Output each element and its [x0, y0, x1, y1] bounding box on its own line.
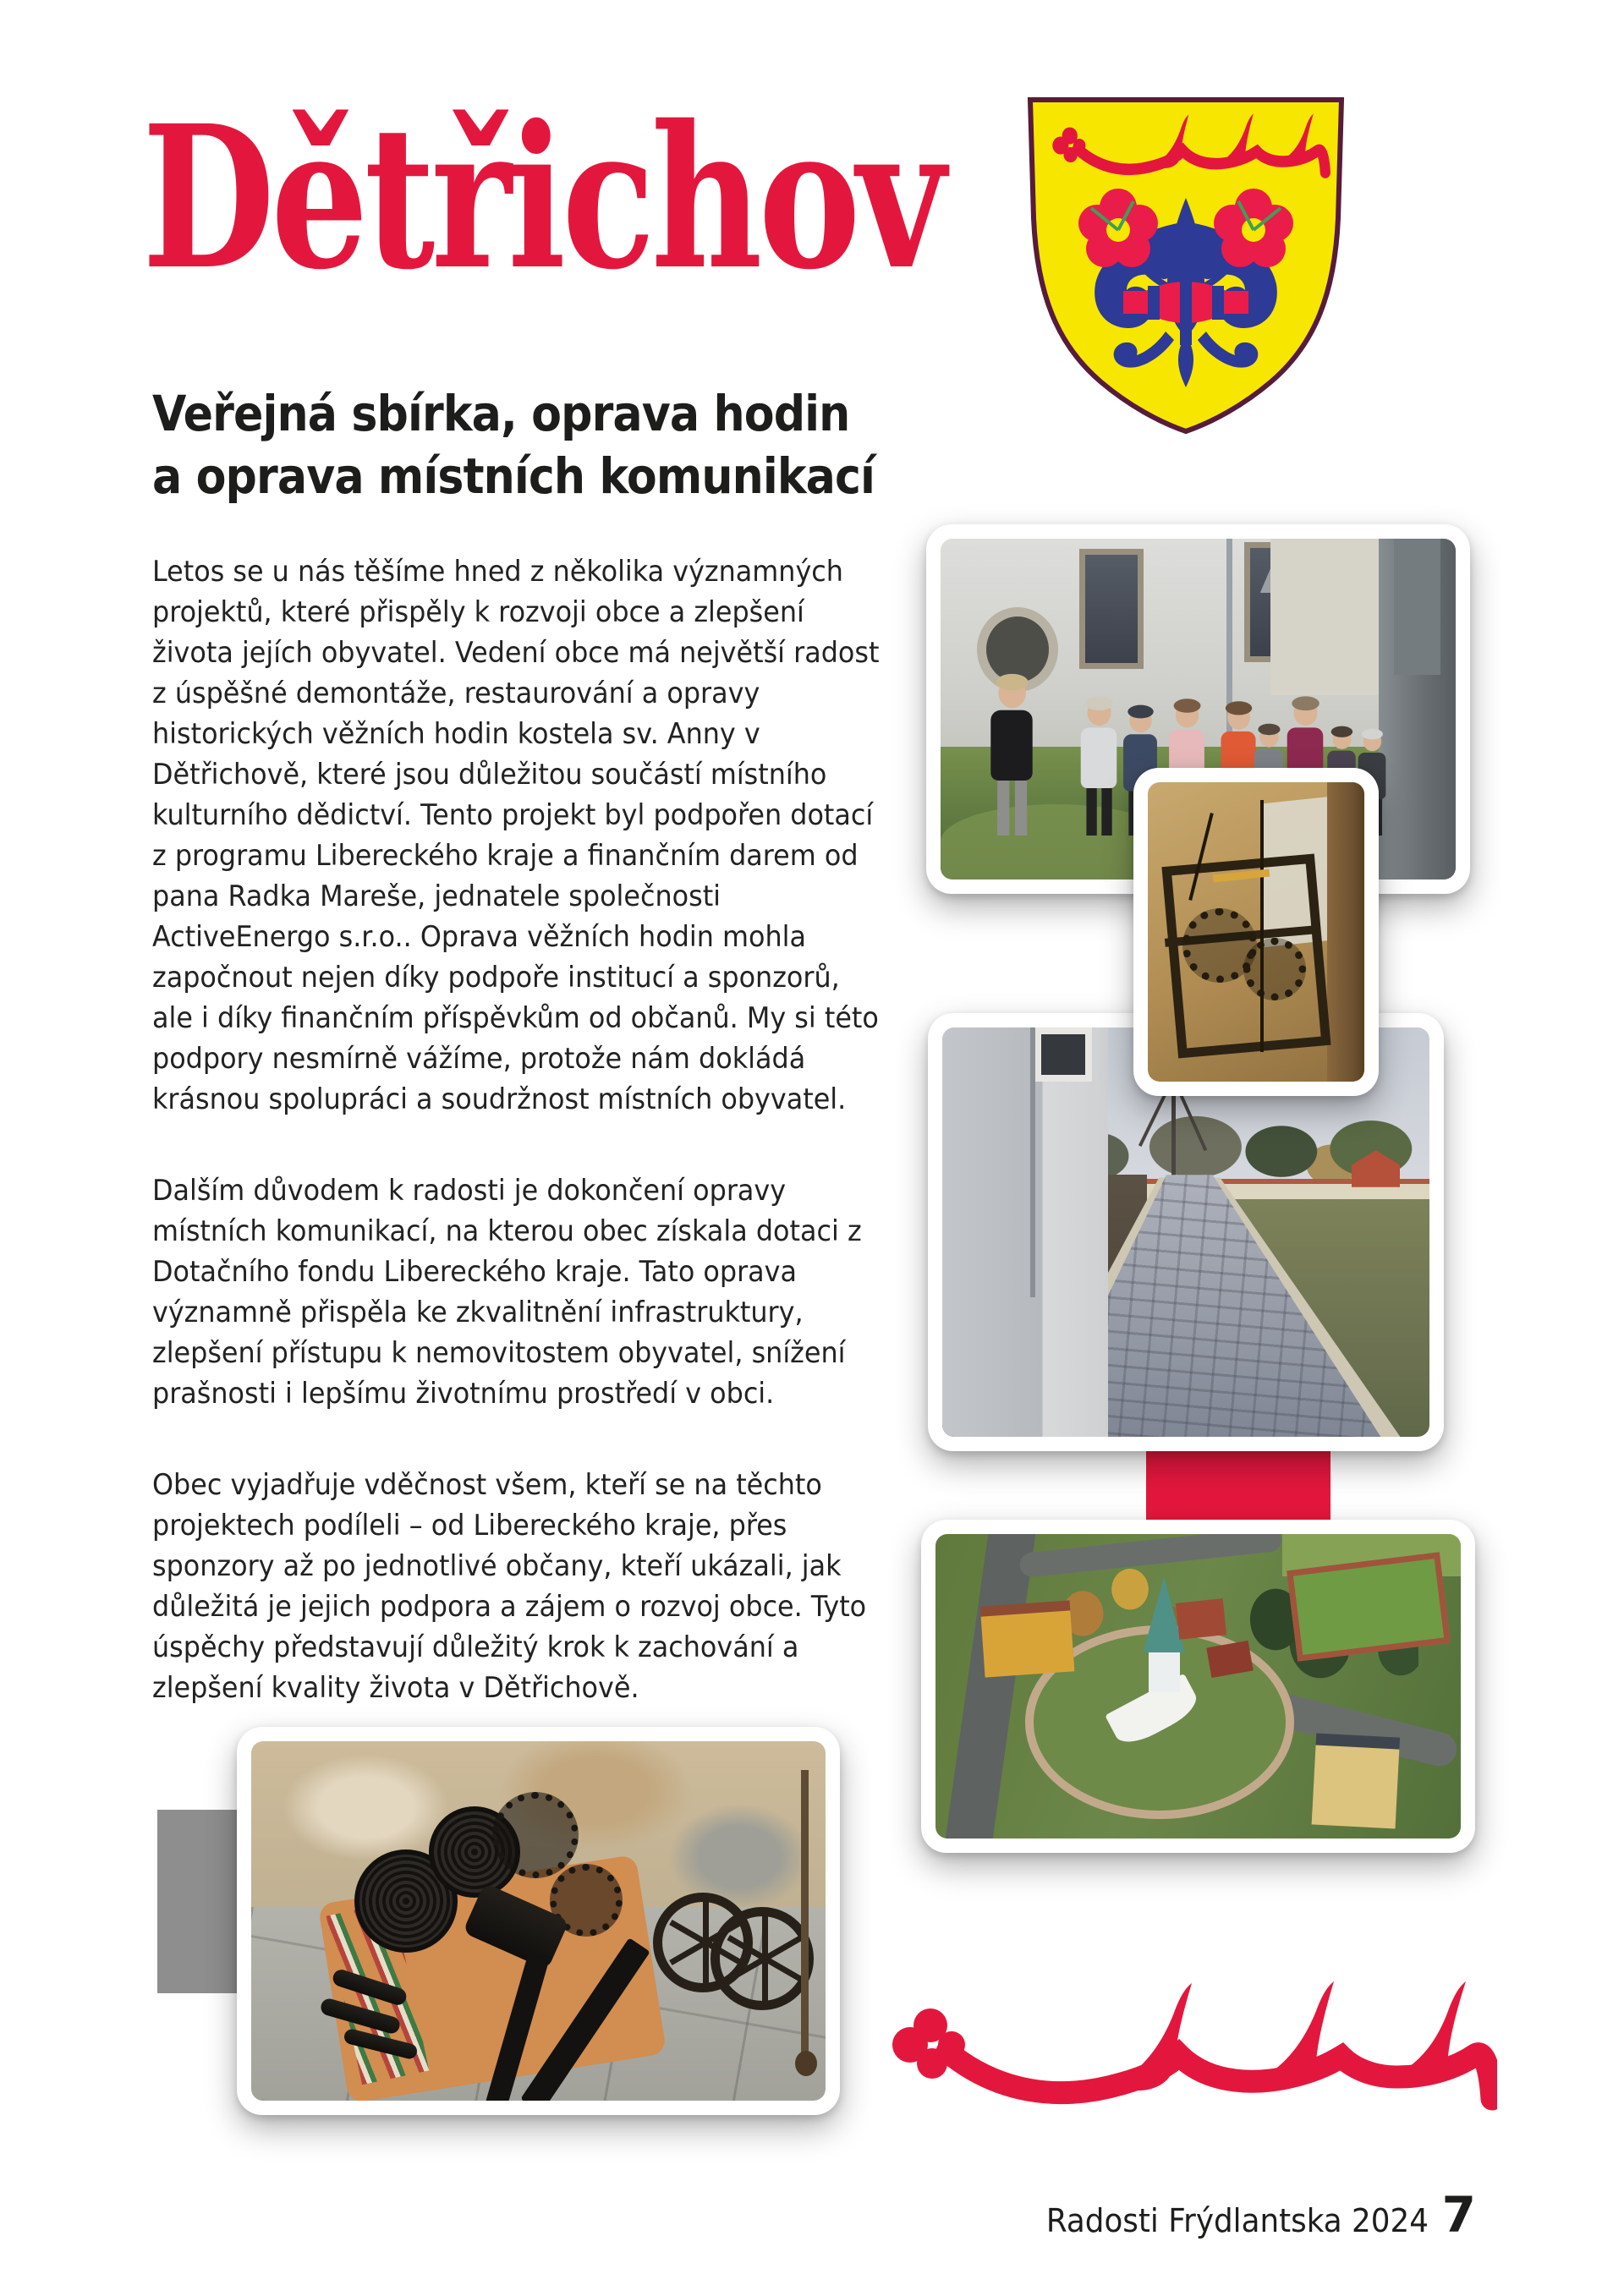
gray-accent-block	[157, 1810, 244, 1993]
downpipe	[1030, 1027, 1035, 1297]
subtitle-line-1: Veřejná sbírka, oprava hodin	[152, 385, 850, 442]
church-tower	[1149, 1650, 1180, 1692]
wooden-beam	[1327, 782, 1364, 1082]
church-corner	[942, 1027, 1108, 1437]
photo-aerial-village-image	[935, 1534, 1461, 1838]
coat-of-arms-icon	[1017, 90, 1355, 441]
yellow-house	[1312, 1745, 1400, 1828]
spoked-wheel	[710, 1907, 814, 2010]
page-title: Dětřichov	[142, 82, 942, 313]
paragraph-1: Letos se u nás těšíme hned z několika významných projektů, které přispěly k rozvoji obce a zlepšení života jejích obyvatel. Vedení obce má největší radost z úspěšné demontáže, restaurování a opravy historických věžních hodin kostela sv. Anny v Dětřichově, které jsou důležitou součástí místního kulturního dědictví. Tento projekt byl podpořen dotací z programu Libereckého kraje a finančním darem od pana Radka Mareše, jednatele společnosti ActiveEnergo s.r.o.. Oprava věžních hodin mohla započnout nejen díky podpoře institucí a sponzorů, ale i díky finančním příspěvkům od občanů. My si této podpory nesmírně vážíme, protože nám dokládá krásnou spolupráci a soudržnost místních obyvatel.	[152, 555, 880, 1115]
photo-clock-parts-image	[251, 1741, 826, 2101]
red-accent-block	[1146, 1449, 1330, 1522]
page-number: 7	[1441, 2186, 1476, 2244]
gear	[1243, 938, 1306, 1000]
paragraph-2: Dalším důvodem k radosti je dokončení opravy místních komunikací, na kterou obec získala dotaci z Dotačního fondu Libereckého kraje. Tato oprava významně přispěla ke zkvalitnění infrastruktury, zlepšení přístupu k nemovitostem obyvatel, snížení prašnosti i lepšímu životnímu prostředí v obci.	[152, 1174, 862, 1410]
photo-clock-parts	[237, 1727, 840, 2115]
page-footer	[1022, 2186, 1476, 2244]
window-frame	[1034, 1027, 1092, 1082]
person	[1078, 699, 1122, 835]
photo-clock-mechanism	[1133, 768, 1379, 1096]
pendulum-rod	[801, 1770, 809, 2072]
pendulum-bob	[795, 2051, 817, 2076]
church-window	[1079, 549, 1144, 669]
red-roof-house	[1176, 1598, 1226, 1640]
article-subtitle	[152, 382, 875, 507]
photo-aerial-village	[921, 1520, 1475, 1853]
school-building	[980, 1610, 1073, 1677]
magazine-name: Radosti Frýdlantska 2024	[1045, 2202, 1429, 2239]
red-wave-ornament-icon	[870, 1969, 1497, 2114]
article-body	[152, 551, 882, 1759]
paragraph-3: Obec vyjadřuje vděčnost všem, kteří se na těchto projektech podíleli – od Libereckého kraje, přes sponzory až po jednotlivé občany, kteří ukázali, jak důležitá je jejich podpora a zájem o rozvoj obce. Tyto úspěchy představují důležitý krok k zachování a zlepšení kvality života v Dětřichově.	[152, 1468, 867, 1704]
gear-wheel	[492, 1792, 579, 1878]
sports-field	[1287, 1553, 1450, 1662]
photo-clock-mechanism-image	[1148, 782, 1364, 1082]
subtitle-line-2: a oprava místních komunikací	[152, 447, 875, 506]
chapel	[1270, 539, 1384, 695]
person-speaker	[986, 678, 1037, 836]
